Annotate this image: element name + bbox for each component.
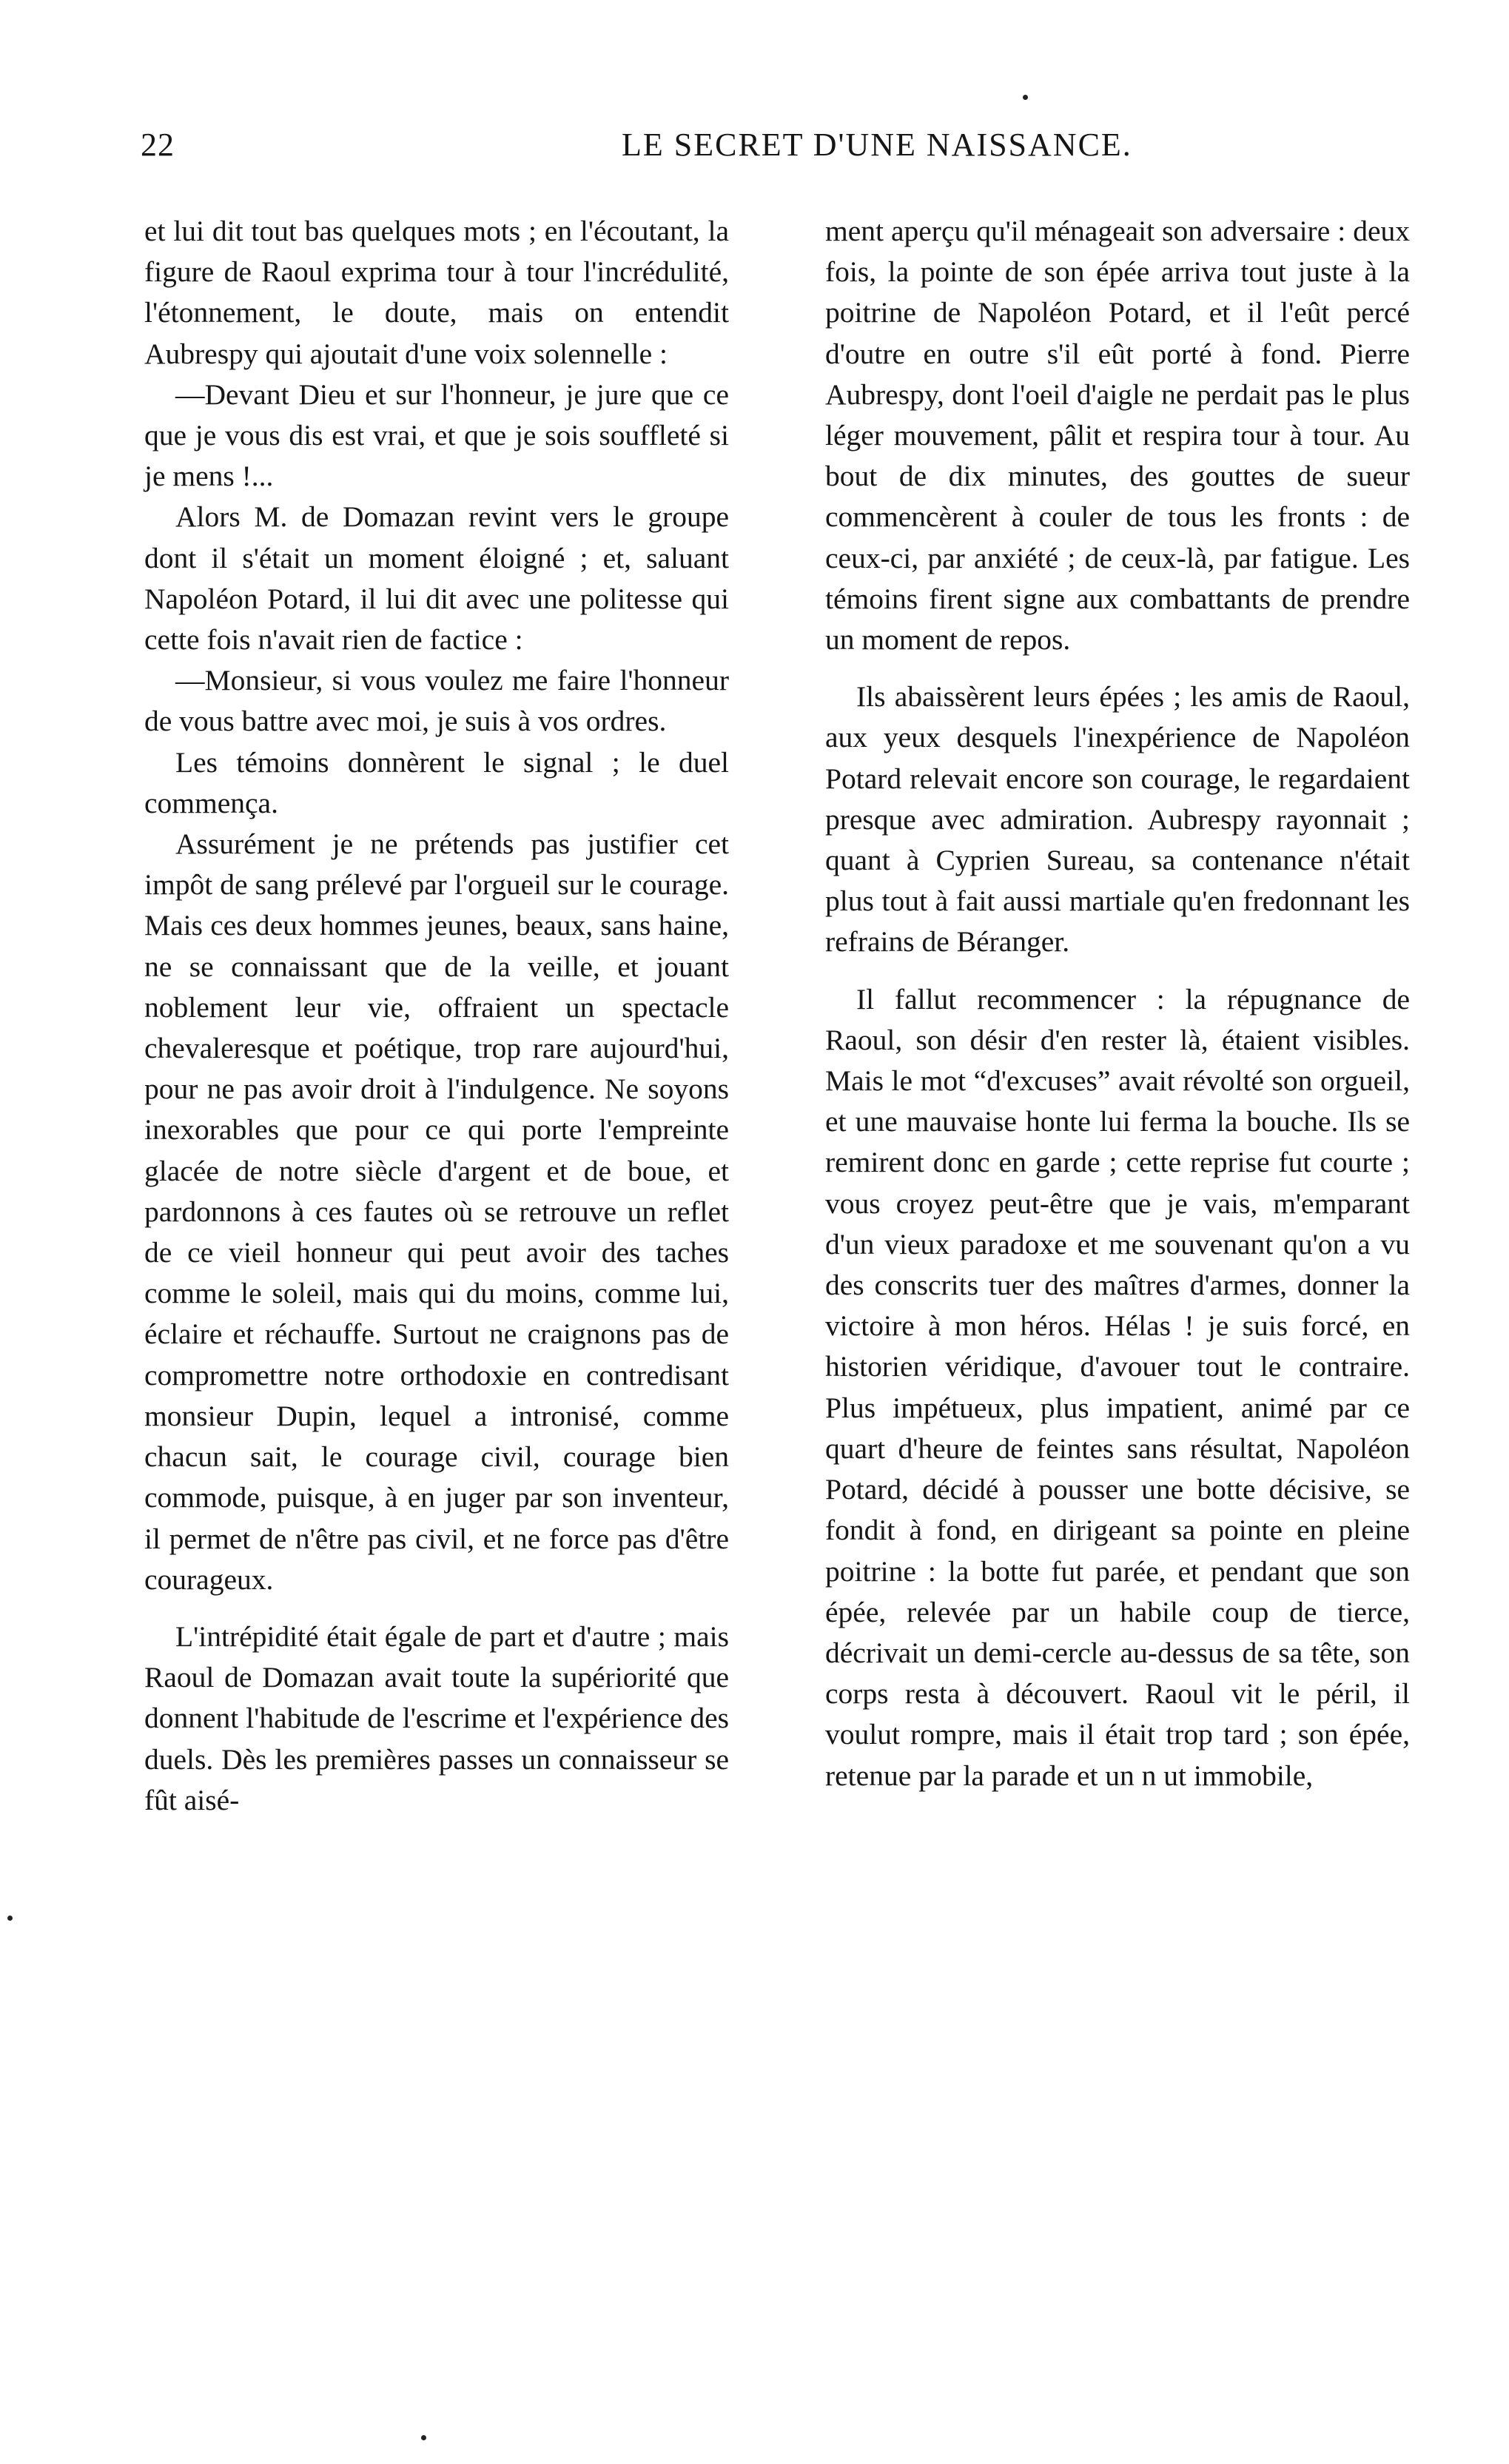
paragraph: —Devant Dieu et sur l'honneur, je jure que ce que je vous dis est vrai, et que je sois souffleté si je mens !... (144, 377, 729, 493)
paragraph: Assurément je ne prétends pas justifier cet impôt de sang prélevé par l'orgueil sur le courage. Mais ces deux hommes jeunes, beaux, sans haine, ne se connaissant que de la veille, et jouant noblement leur vie, offraient un spectacle chevaleresque et poétique, trop rare aujourd'hui, pour ne pas avoir droit à l'indulgence. Ne soyons inexorables que pour ce qui porte l'empreinte glacée de notre siècle d'argent et de boue, et pardonnons à ces fautes où se retrouve un reflet de ce vieil honneur qui peut avoir des taches comme le soleil, mais qui du moins, comme lui, éclaire et réchauffe. Surtout ne craignons pas de compromettre notre orthodoxie en contredisant monsieur Dupin, lequel a intronisé, comme chacun sait, le courage civil, courage bien commode, puisque, à en juger par son inventeur, il permet de n'être pas civil, et ne force pas d'être courageux. (144, 828, 729, 1596)
paragraph: Il fallut recommencer : la répugnance de Raoul, son désir d'en rester là, étaient visibles. Mais le mot “d'excuses” avait révolté son orgueil, et une mauvaise honte lui ferma la bouche. Ils se remirent donc en garde ; cette reprise fut courte ; vous croyez peut-être que je vais, m'emparant d'un vieux paradoxe et me souvenant qu'on a vu des conscrits tuer des maîtres d'armes, donner la victoire à mon héros. Hélas ! je suis forcé, en historien véridique, d'avouer tout le contraire. Plus impétueux, plus impatient, animé par ce quart d'heure de feintes sans résultat, Napoléon Potard, décidé à pousser une botte décisive, se fondit à fond, en dirigeant sa pointe en pleine poitrine : la botte fut parée, et pendant que son épée, relevée par un habile coup de tierce, décrivait un demi-cercle au-dessus de sa tête, son corps resta à découvert. Raoul vit le péril, il voulut rompre, mais il était trop tard ; son épée, retenue par la parade et un n ut immobile, (825, 982, 1410, 1792)
running-title: LE SECRET D'UNE NAISSANCE. (622, 127, 1132, 163)
paragraph: ment aperçu qu'il ménageait son adversaire : deux fois, la pointe de son épée arriva tout juste à la poitrine de Napoléon Potard, et il l'eût percé d'outre en outre s'il eût porté à fond. Pierre Aubrespy, dont l'oeil d'aigle ne perdait pas le plus léger mouvement, pâlit et respira tour à tour. Au bout de dix minutes, des gouttes de sueur commencèrent à couler de tous les fronts : de ceux-ci, par anxiété ; de ceux-là, par fatigue. Les témoins firent signe aux combattants de prendre un moment de repos. (825, 215, 1410, 657)
paragraph: et lui dit tout bas quelques mots ; en l'écoutant, la figure de Raoul exprima tour à tour l'incrédulité, l'étonnement, le doute, mais on entendit Aubrespy qui ajoutait d'une voix solennelle : (144, 215, 729, 370)
paragraph: —Monsieur, si vous voulez me faire l'honneur de vous battre avec moi, je suis à vos ordres. (144, 664, 729, 738)
running-header (141, 126, 1458, 170)
paragraph: Alors M. de Domazan revint vers le groupe dont il s'était un moment éloigné ; et, saluant Napoléon Potard, il lui dit avec une politesse qui cette fois n'avait rien de factice : (144, 500, 729, 657)
right-column (825, 211, 1410, 1796)
paragraph: Ils abaissèrent leurs épées ; les amis de Raoul, aux yeux desquels l'inexpérience de Napoléon Potard relevait encore son courage, le regardaient presque avec admiration. Aubrespy rayonnait ; quant à Cyprien Sureau, sa contenance n'était plus tout à fait aussi martiale qu'en fredonnant les refrains de Béranger. (825, 680, 1410, 959)
print-speck (1023, 95, 1028, 100)
paragraph: Les témoins donnèrent le signal ; le duel commença. (144, 745, 729, 819)
page-number: 22 (141, 127, 175, 163)
print-speck (421, 2435, 426, 2440)
print-speck (7, 1916, 13, 1921)
paragraph: L'intrépidité était égale de part et d'autre ; mais Raoul de Domazan avait toute la supériorité que donnent l'habitude de l'escrime et l'expérience des duels. Dès les premières passes un connaisseur se fût aisé- (144, 1619, 729, 1816)
left-column (144, 211, 729, 1821)
